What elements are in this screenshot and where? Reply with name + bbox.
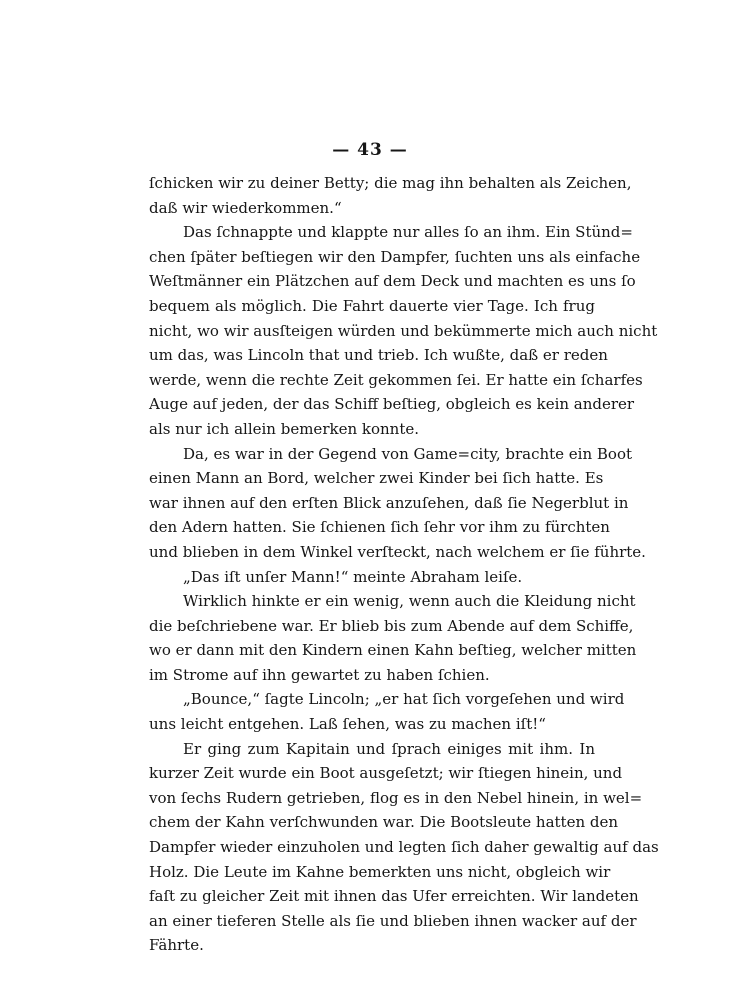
text-line: ſchicken wir zu deiner Betty; die mag ihn behalten als Zeichen, <box>149 174 632 192</box>
text-line: kurzer Zeit wurde ein Boot ausgeſetzt; wir ſtiegen hinein, und <box>149 764 623 783</box>
text-line: den Adern hatten. Sie ſchienen ſich ſehr vor ihm zu fürchten <box>149 518 610 537</box>
text-line: war ihnen auf den erſten Blick anzuſehen, daß ſie Negerblut in <box>149 493 629 512</box>
text-line: „Bounce,“ ſagte Lincoln; „er hat ſich vorgeſehen und wird <box>183 690 625 709</box>
text-line: faſt zu gleicher Zeit mit ihnen das Ufer erreichten. Wir landeten <box>149 887 639 906</box>
text-line: an einer tieferen Stelle als ſie und blieben ihnen wacker auf der <box>149 911 637 930</box>
text-line: „Das iſt unſer Mann!“ meinte Abraham leiſe. <box>183 567 523 586</box>
text-line: Da, es war in der Gegend von Game=city, brachte ein Boot <box>183 444 633 463</box>
text-line: Fährte. <box>149 936 204 955</box>
text-line: Holz. Die Leute im Kahne bemerkten uns nicht, obgleich wir <box>149 862 611 881</box>
text-line: als nur ich allein bemerken konnte. <box>149 419 419 438</box>
body-text <box>149 171 659 958</box>
text-line: und blieben in dem Winkel verſteckt, nach welchem er ſie führte. <box>149 542 646 561</box>
text-line: wo er dann mit den Kindern einen Kahn beſtieg, welcher mitten <box>149 641 637 660</box>
text-line: die beſchriebene war. Er blieb bis zum Abende auf dem Schiffe, <box>149 616 634 635</box>
text-line: Dampfer wieder einzuholen und legten ſich daher gewaltig auf das <box>149 838 659 857</box>
text-line: Wirklich hinkte er ein wenig, wenn auch die Kleidung nicht <box>183 592 636 611</box>
text-line: chem der Kahn verſchwunden war. Die Bootsleute hatten den <box>149 813 619 832</box>
text-line: von ſechs Rudern getrieben, flog es in den Nebel hinein, in wel= <box>149 788 643 807</box>
text-line: Auge auf jeden, der das Schiff beſtieg, obgleich es kein anderer <box>149 395 635 414</box>
text-line: nicht, wo wir ausſteigen würden und bekümmerte mich auch nicht <box>149 321 658 340</box>
text-line: Das ſchnappte und klappte nur alles ſo an ihm. Ein Stünd= <box>183 223 633 242</box>
text-line: bequem als möglich. Die Fahrt dauerte vier Tage. Ich frug <box>149 296 595 315</box>
text-line: daß wir wiederkommen.“ <box>149 198 342 217</box>
text-line: werde, wenn die rechte Zeit gekommen ſei. Er hatte ein ſcharfes <box>149 370 643 389</box>
text-line: Weſtmänner ein Plätzchen auf dem Deck und machten es uns ſo <box>149 272 636 291</box>
text-line: im Strome auf ihn gewartet zu haben ſchien. <box>149 665 490 684</box>
text-line: chen ſpäter beſtiegen wir den Dampfer, ſuchten uns als einfache <box>149 247 641 266</box>
text-line: einen Mann an Bord, welcher zwei Kinder bei ſich hatte. Es <box>149 469 604 488</box>
text-line: um das, was Lincoln that und trieb. Ich wußte, daß er reden <box>149 346 608 365</box>
page-number: — 43 — <box>332 140 408 160</box>
text-line: uns leicht entgehen. Laß ſehen, was zu machen iſt!“ <box>149 715 546 734</box>
text-line: Er ging zum Kapitain und ſprach einiges mit ihm. In <box>183 739 595 758</box>
